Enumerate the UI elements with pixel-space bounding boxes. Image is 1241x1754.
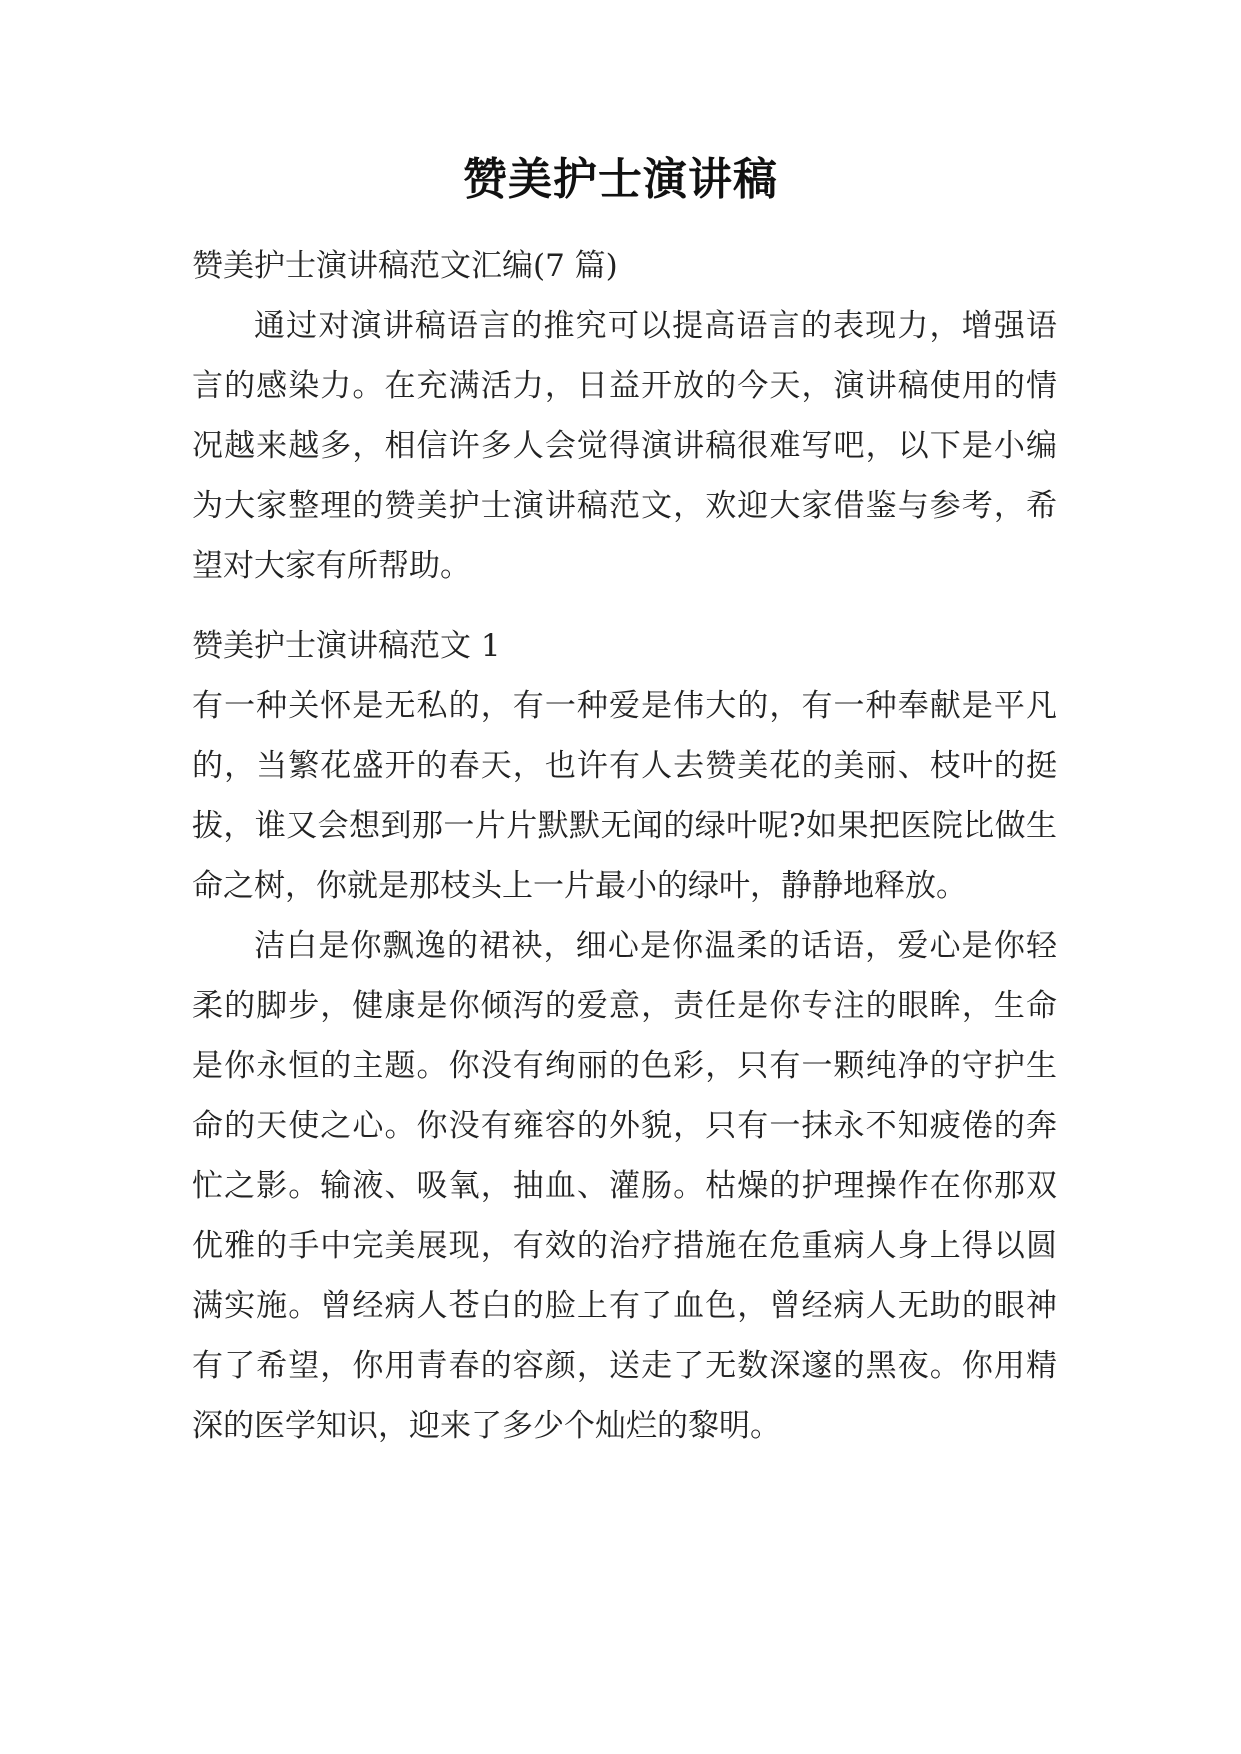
intro-paragraph: 通过对演讲稿语言的推究可以提高语言的表现力，增强语言的感染力。在充满活力，日益开放的今天，演讲稿使用的情况越来越多，相信许多人会觉得演讲稿很难写吧，以下是小编为大家整理的赞美护士演讲稿范文，欢迎大家借鉴与参考，希望对大家有所帮助。 <box>192 308 1057 584</box>
section-1-heading: 赞美护士演讲稿范文 1 <box>192 628 501 664</box>
section-1-paragraph-2: 洁白是你飘逸的裙袂，细心是你温柔的话语，爱心是你轻柔的脚步，健康是你倾泻的爱意，责任是你专注的眼眸，生命是你永恒的主题。你没有绚丽的色彩，只有一颗纯净的守护生命的天使之心。你没有雍容的外貌，只有一抹永不知疲倦的奔忙之影。输液、吸氧，抽血、灌肠。枯燥的护理操作在你那双优雅的手中完美展现，有效的治疗措施在危重病人身上得以圆满实施。曾经病人苍白的脸上有了血色，曾经病人无助的眼神有了希望，你用青春的容颜，送走了无数深邃的黑夜。你用精深的医学知识，迎来了多少个灿烂的黎明。 <box>192 928 1057 1444</box>
section-1-paragraph-1: 有一种关怀是无私的，有一种爱是伟大的，有一种奉献是平凡的，当繁花盛开的春天，也许有人去赞美花的美丽、枝叶的挺拔，谁又会想到那一片片默默无闻的绿叶呢?如果把医院比做生命之树，你就是那枝头上一片最小的绿叶，静静地释放。 <box>192 688 1057 904</box>
section-1 <box>192 616 1057 1456</box>
document-subtitle: 赞美护士演讲稿范文汇编(7 篇) <box>192 248 618 284</box>
intro-block <box>192 236 1057 596</box>
document-title: 赞美护士演讲稿 <box>463 154 778 205</box>
